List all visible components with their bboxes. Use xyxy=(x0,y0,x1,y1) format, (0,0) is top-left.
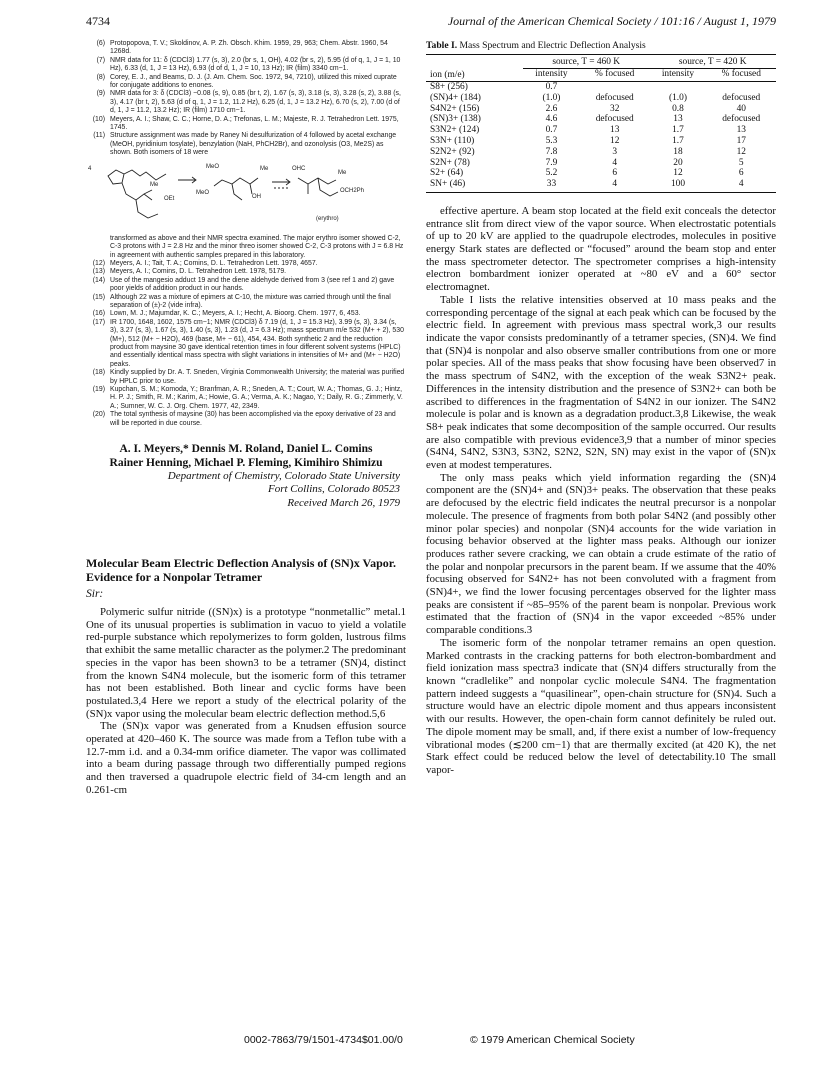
footnote-text: Use of the mangesio adduct 19 and the diene aldehyde derived from 3 (see ref 1 and 2) gave poor yields of addition product in our hands. xyxy=(110,276,395,293)
footnotes-bottom xyxy=(86,235,406,428)
ion-cell: (SN)4+ (184) xyxy=(430,92,481,103)
body-paragraph: The isomeric form of the nonpolar tetramer remains an open question. Marked contrasts in the cracking patterns for both electron-bombardment and field ionization mass spectra3 indicate that (SN)4 differs structurally from the known “cradlelike” and nonpolar cyclic molecule S4N4. The fragmentation pattern indeed suggests a “quasilinear”, open-chain structure for (SN)4. Such a structure would have an electric dipole moment and thus appears inconsistent with our results. However, the open-chain form cannot definitely be ruled out. The dipole moment may be small, and, if there exist a number of low-frequency vibrational modes (≲200 cm−1) that are thermally excited (at 420 K), the net Stark effect could be reduced below the level of detectability.10 The small vapor- xyxy=(426,636,776,776)
footnote xyxy=(86,411,406,428)
footnotes-top xyxy=(86,40,406,158)
table-row xyxy=(426,82,776,93)
body-paragraph: Polymeric sulfur nitride ((SN)x) is a prototype “nonmetallic” metal.1 One of its unusual properties is sublimation in vacuo to yield a volatile red-purple substance which repolymerizes to form golden, lustrous films that exhibit the same metallic character as the polymer.2 The predominant species in the vapor has been shown3 to be a tetramer (SN)4, distinct from the known S4N4 molecule, but the isomeric form of this tetramer has not been established. Both linear and cyclic forms have been postulated.3,4 Here we report a study of the electrical polarity of the (SN)x vapor using the molecular beam electric deflection method.5,6 xyxy=(86,606,406,720)
running-header xyxy=(86,14,776,32)
value-cell xyxy=(580,82,649,93)
value-cell: 32 xyxy=(610,103,620,114)
value-cell: 7.8 xyxy=(545,146,558,157)
value-cell: 13 xyxy=(673,114,683,125)
footnote xyxy=(86,116,406,133)
body-paragraph: The (SN)x vapor was generated from a Knudsen effusion source operated at 420–460 K. The source was made from a Teflon tube with a 12.7-mm i.d. and a 0.34-mm orifice diameter. The vapor was collimated into a beam during passage through two differentially pumped regions and then traversed a quadrupole electric field of 34-cm length and an 0.261-cm xyxy=(86,720,406,796)
body-paragraph: effective aperture. A beam stop located at the field exit conceals the detector entrance slit from direct view of the vapor source. When electrostatic potentials of up to 20 kV are applied to the quadrupole electrodes, molecules in positive energy Stark states are deflected or “focused” around the beam stop and enter the mass spectrometer detector. The spectrometer comprises a high-intensity electron bombardment ionizer operated at ~80 eV and a 60° sector electromagnet. xyxy=(426,204,776,294)
journal-line: Journal of the American Chemical Society / 101:16 / August 1, 1979 xyxy=(447,14,776,28)
author-block xyxy=(86,442,406,470)
footnote-text: NMR data for 11: δ (CDCl3) 1.77 (s, 3), 2.0 (br s, 1, OH), 4.02 (br s, 2), 5.95 (d of q, 1, J = 1, 10 Hz), 6.33 (d, 1, J = 13 Hz), 6.93 (d of d, 1, J = 10, 13 Hz); IR (film) 3340 cm−1. xyxy=(110,56,401,73)
oet-label: OEt xyxy=(164,195,175,202)
group-header-420: source, T = 420 K xyxy=(649,55,776,69)
ion-cell: S2N+ (78) xyxy=(430,157,470,168)
value-cell xyxy=(707,82,777,93)
value-cell: defocused xyxy=(595,92,634,103)
footnote xyxy=(86,310,406,318)
footnote-number: (10) xyxy=(92,115,105,123)
right-column xyxy=(426,40,776,777)
authors-line-1: A. I. Meyers,* Dennis M. Roland, Daniel L. Comins xyxy=(119,443,373,456)
footnote-text: Kindly supplied by Dr. A. T. Sneden, Virginia Commonwealth University; the material was purified by HPLC prior to use. xyxy=(110,369,405,385)
footnote xyxy=(86,268,406,276)
me-label-1: Me xyxy=(150,181,159,188)
value-cell: 6 xyxy=(738,168,744,179)
value-cell: 4 xyxy=(707,179,777,192)
value-cell: 5 xyxy=(738,157,744,168)
footnote xyxy=(86,90,406,115)
footnote xyxy=(86,369,406,386)
salutation: Sir: xyxy=(86,588,104,601)
footnote-number: (18) xyxy=(92,369,105,377)
footnote-text: Protopopova, T. V.; Skoldinov, A. P. Zh. Obsch. Khim. 1959, 29, 963; Chem. Abstr. 1960, 54 1268d. xyxy=(110,40,388,56)
value-cell: 4 xyxy=(580,179,649,192)
value-cell: defocused xyxy=(722,92,761,103)
col-header-ion: ion (m/e) xyxy=(426,55,523,82)
meo-label-1: MeO xyxy=(206,163,220,170)
value-cell xyxy=(649,82,706,93)
table-row xyxy=(426,158,776,169)
footnote-number: (11) xyxy=(93,132,105,140)
table-caption xyxy=(426,40,776,52)
ion-cell: SN+ (46) xyxy=(426,179,523,192)
table-row xyxy=(426,179,776,192)
footnote-number: (7) xyxy=(96,56,105,64)
value-cell: defocused xyxy=(595,114,634,125)
col-header-intensity-2: intensity xyxy=(649,69,706,82)
ion-cell: S2+ (64) xyxy=(430,168,464,179)
footnote-text: Kupchan, S. M.; Komoda, Y.; Branfman, A. R.; Sneden, A. T.; Court, W. A.; Thomas, G. J.; Hintz, H. P. J.; Smith, R. M.; Karim, A.; Howie, G. A.; Verma, A. K.; Nagao, Y.; Daily, R. G.; Zimmerly, V. A.; Sumner, W. C. J. Org. Chem. 1977, 42, 2349. xyxy=(110,386,403,410)
left-body-text xyxy=(86,606,406,797)
ohc-label: OHC xyxy=(292,165,306,172)
value-cell: 13 xyxy=(736,125,746,136)
footnote xyxy=(86,260,406,268)
footnote xyxy=(86,386,406,411)
body-paragraph: The only mass peaks which yield information regarding the (SN)4 component are the (SN)4+ and (SN)3+ peaks. The observation that these peaks are defocused by the electric field indicates the neutral precursor is a nonpolar molecule. The presence of fragments from both polar S4N2 (and possibly other minor polar species) and nonpolar (SN)4 accounts for the wide variation in focusing behavior observed at the lighter mass peaks. Although our ionizer produces rather severe cracking, we can obtain a crude estimate of the ratio of the polar and nonpolar precursors in the parent beam. If we assume that the 40% focusing observed for S4N2+ has not been convoluted with a fragment from (SN)4+, we find the lower focusing percentages observed for the lighter mass peaks are consistent if ~85–95% of the parent beam is nonpolar. Previous work estimated that the fraction of (SN)4 in the vapor exceeded ~85% under comparable conditions.3 xyxy=(426,471,776,637)
value-cell: 40 xyxy=(736,103,746,114)
erythro-label: (erythro) xyxy=(316,215,339,222)
value-cell: 4 xyxy=(612,157,618,168)
footnote-number: (20) xyxy=(92,411,105,419)
value-cell: 0.8 xyxy=(672,103,684,114)
compound-label-4: 4 xyxy=(88,165,92,172)
value-cell: 17 xyxy=(736,135,746,146)
footnote-number: (16) xyxy=(92,310,105,318)
footnote-text: Meyers, A. I.; Shaw, C. C.; Horne, D. A.; Trefonas, L. M.; Majeste, R. J. Tetrahedron Lett. 1975, 1745. xyxy=(110,115,399,132)
value-cell: 3 xyxy=(612,146,618,157)
table-caption-text: Mass Spectrum and Electric Deflection Analysis xyxy=(459,40,646,51)
col-header-focused-1: % focused xyxy=(580,69,649,82)
value-cell: 0.7 xyxy=(545,125,558,136)
value-cell: 1.7 xyxy=(672,135,684,146)
footnote xyxy=(86,294,406,311)
ion-cell: S8+ (256) xyxy=(430,82,468,92)
value-cell: 1.7 xyxy=(672,125,684,136)
table-row xyxy=(426,114,776,125)
table-caption-label: Table I. xyxy=(426,40,458,51)
footnote xyxy=(86,277,406,294)
value-cell: 12 xyxy=(736,146,746,157)
value-cell: 7.9 xyxy=(545,157,558,168)
received-date: Received March 26, 1979 xyxy=(287,497,400,510)
meo-label-2: MeO xyxy=(196,189,210,196)
table-row xyxy=(426,93,776,104)
footnote-text: Structure assignment was made by Raney Ni desulfurization of 4 followed by acetal exchange (MeOH, pyridinium tosylate), benzylation (NaH, PhCH2Br), and ozonolysis (O3, Me2S) as shown. Both isomers of 18 were xyxy=(110,132,397,157)
table-row xyxy=(426,136,776,147)
table-row xyxy=(426,147,776,158)
value-cell: (1.0) xyxy=(668,92,687,103)
oh-label: OH xyxy=(252,193,261,200)
value-cell: 4.6 xyxy=(545,114,558,125)
affiliation xyxy=(86,470,406,496)
scheme-structures xyxy=(86,160,406,232)
authors-line-2: Rainer Henning, Michael P. Fleming, Kimihiro Shimizu xyxy=(109,457,383,470)
table-row xyxy=(426,168,776,179)
footnote-text: NMR data for 3: δ (CDCl3) −0.08 (s, 9), 0.85 (br t, 2), 1.67 (s, 3), 3.18 (s, 3), 3.28 (s, 2), 3.88 (s, 3), 4.17 (br t, 2), 5.63 (d of q, 1, J = 1.2, 11.2 Hz), 6.25 (d, 1, J = 13.2 Hz), 6.70 (s, 2), 7.00 (d of d, 1, J = 11.2, 13.2 Hz); IR (film) 1710 cm−1. xyxy=(110,90,401,115)
footnote xyxy=(86,235,406,260)
table-row xyxy=(426,104,776,115)
col-header-intensity-1: intensity xyxy=(523,69,580,82)
affiliation-dept: Department of Chemistry, Colorado State University xyxy=(167,470,400,483)
footnote xyxy=(86,74,406,91)
ion-cell: (SN)3+ (138) xyxy=(430,114,481,125)
value-cell: 2.6 xyxy=(545,103,558,114)
footnote-text: transformed as above and their NMR spectra examined. The major erythro isomer showed C-2, C-3 protons with J = 2.8 Hz and the minor threo isomer showed C-2, C-3 protons with J = 6.8 Hz in agreement with authentic samples prepared in this laboratory. xyxy=(110,234,404,259)
footnote-text: Meyers, A. I.; Tait, T. A.; Comins, D. L. Tetrahedron Lett. 1978, 4657. xyxy=(110,259,318,267)
footnote-number: (14) xyxy=(92,276,105,284)
footnote-text: Meyers, A. I.; Comins, D. L. Tetrahedron Lett. 1978, 5179. xyxy=(110,268,287,276)
body-paragraph: Table I lists the relative intensities observed at 10 mass peaks and the corresponding percentage of the signal at each peak which can be focused by the electric field. In agreement with previous mass spectral work,3 our results indicate the vapor consists predominantly of a tetramer species, (SN)4. We find that (SN)4 is nonpolar and also observe smaller contributions from one or more polar species. All of the mass peaks that show focusing have been observed7 in the mass spectrum of S4N2, with the exception of the weak S3N2+ peak. Differences in the intensity distribution and the presence of S3N2+ can both be ascribed to differences in the fragmentation of S4N2 in our ionizer. The S4N2 molecule is polar and is known as a degradation product.3,8 Likewise, the weak S8+ peak indicates that some decomposition of the sample occurred. Our results are also compatible with previous evidence3,9 that a number of minor species (S4N4, S4N2, S3N3, S3N2, S2N2, S2N, SN) may exist in the vapor of (SN)x even at modest temperatures. xyxy=(426,293,776,472)
ion-cell: S2N2+ (92) xyxy=(430,146,475,157)
footnote-number: (12) xyxy=(92,259,105,267)
och2ph-label: OCH2Ph xyxy=(340,187,365,194)
group-header-460: source, T = 460 K xyxy=(523,55,650,69)
footnote-number: (6) xyxy=(96,40,105,47)
footnote-text: Lown, M. J.; Majumdar, K. C.; Meyers, A. I.; Hecht, A. Bioorg. Chem. 1977, 6, 453. xyxy=(110,310,361,318)
scheme-figure xyxy=(86,160,406,232)
article-title: Molecular Beam Electric Deflection Analysis of (SN)x Vapor. Evidence for a Nonpolar Tetramer xyxy=(86,556,396,585)
value-cell: 13 xyxy=(610,125,620,136)
value-cell: 5.2 xyxy=(545,168,558,179)
value-cell: 20 xyxy=(673,157,683,168)
footnote-number: (19) xyxy=(92,386,105,393)
left-column xyxy=(86,40,406,797)
footer-code: 0002-7863/79/1501-4734$01.00/0 xyxy=(244,1034,403,1046)
value-cell: 12 xyxy=(673,168,683,179)
footnote-number: (15) xyxy=(92,293,105,301)
right-body-text xyxy=(426,205,776,777)
value-cell: 12 xyxy=(610,135,620,146)
footnote xyxy=(86,132,406,157)
affiliation-city: Fort Collins, Colorado 80523 xyxy=(267,483,400,496)
data-table xyxy=(426,54,776,193)
value-cell: 33 xyxy=(523,179,580,192)
footnote xyxy=(86,40,406,57)
footnote-text: The total synthesis of maysine (30) has been accomplished via the epoxy derivative of 23 and will be reported in due course. xyxy=(110,411,396,427)
footnote-number: (9) xyxy=(96,90,105,98)
footnote xyxy=(86,319,406,369)
ion-cell: S3N+ (110) xyxy=(430,135,475,146)
value-cell: 0.7 xyxy=(545,82,558,92)
footnote-text: IR 1700, 1648, 1602, 1575 cm−1; NMR (CDCl3) δ 7.19 (d, 1, J = 15.3 Hz), 3.99 (s, 3), 3.34 (s, 3), 3.27 (s, 3), 1.67 (s, 3), 1.40 (s, 3), 1.23 (d, J = 6.3 Hz); mass spectrum m/e 532 (M+ + 2), 530 (M+), 512 (M+ − H2O), 469 (base, M+ − 61), 454, 434. Both synthetic 2 and the reduction product from maysine 30 gave identical retention times in four different solvent systems (HPLC) and essentially identical mass spectra with slight variations in intensities of M+ and (M+ − H2O) peaks. xyxy=(110,318,404,368)
value-cell: 100 xyxy=(649,179,706,192)
me-label-3: Me xyxy=(338,169,347,176)
footnote-number: (17) xyxy=(92,318,105,326)
ion-cell: S3N2+ (124) xyxy=(430,125,480,136)
footnote-text: Corey, E. J., and Beams, D. J. (J. Am. Chem. Soc. 1972, 94, 7210), utilized this mixed cuprate for conjugate additions to enones. xyxy=(110,73,397,90)
value-cell: (1.0) xyxy=(542,92,561,103)
value-cell: defocused xyxy=(722,114,761,125)
table-row xyxy=(426,125,776,136)
table-body xyxy=(426,82,776,193)
ion-cell: S4N2+ (156) xyxy=(430,103,480,114)
me-label-2: Me xyxy=(260,165,269,172)
col-header-focused-2: % focused xyxy=(707,69,777,82)
value-cell: 6 xyxy=(612,168,618,179)
value-cell: 5.3 xyxy=(545,135,558,146)
page-number: 4734 xyxy=(86,14,110,28)
footnote-number: (13) xyxy=(92,268,105,276)
footnote-text: Although 22 was a mixture of epimers at C-10, the mixture was carried through until the final separation of (±)-2 (vide infra). xyxy=(110,293,391,309)
value-cell: 18 xyxy=(673,146,683,157)
footnote-number: (8) xyxy=(96,73,105,81)
footer-copyright: © 1979 American Chemical Society xyxy=(470,1034,635,1046)
footnote xyxy=(86,57,406,74)
